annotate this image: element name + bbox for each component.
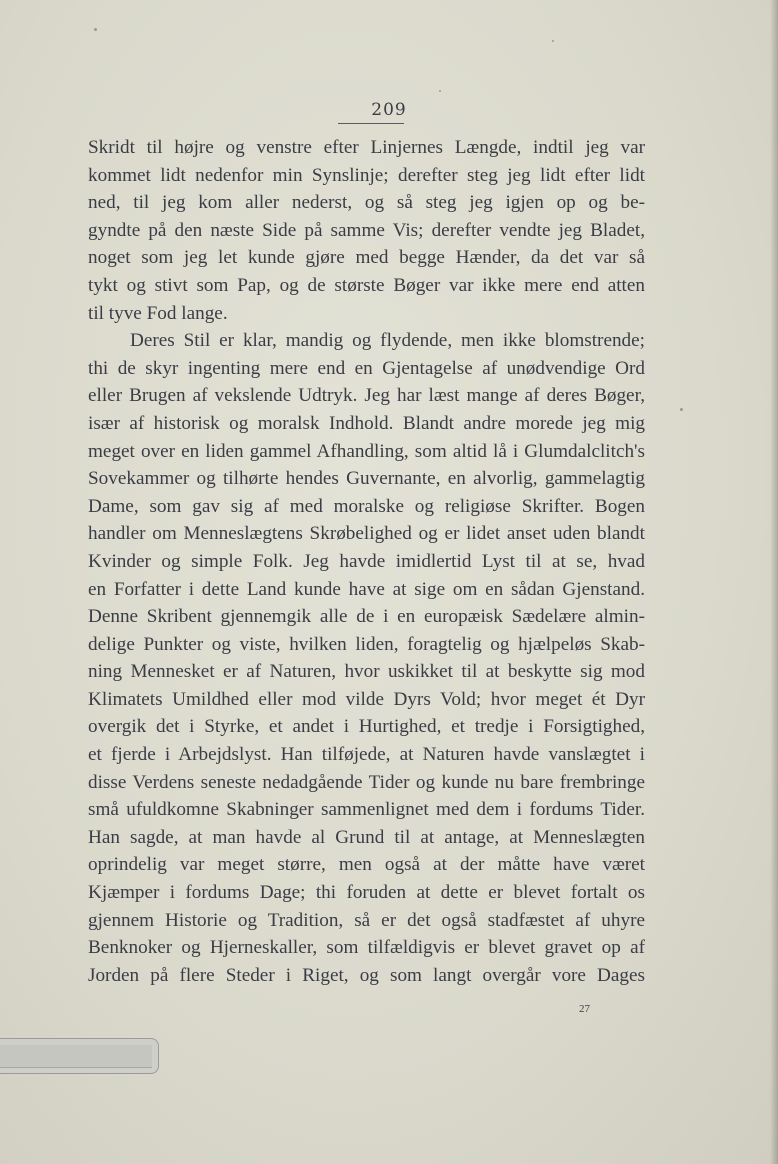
text-line: Kjæmper i fordums Dage; thi foruden at dette er blevet fortalt os	[88, 882, 645, 904]
text-line: Jorden på flere Steder i Riget, og som langt overgår vore Dages	[88, 964, 645, 986]
text-line: Sovekammer og tilhørte hendes Guvernante, en alvorlig, gammelagtig	[88, 468, 645, 490]
text-line: Klimatets Umildhed eller mod vilde Dyrs Vold; hvor meget ét Dyr	[88, 688, 645, 710]
page-tab-inner	[0, 1045, 152, 1068]
text-line: især af historisk og moralsk Indhold. Blandt andre morede jeg mig	[88, 412, 645, 434]
text-line: ning Mennesket er af Naturen, hvor uskikket til at beskytte sig mod	[88, 661, 645, 683]
text-line: gjennem Historie og Tradition, så er det også stadfæstet af uhyre	[88, 909, 645, 931]
text-line: Dame, som gav sig af med moralske og religiøse Skrifter. Bogen	[88, 495, 645, 517]
text-line: et fjerde i Arbejdslyst. Han tilføjede, at Naturen havde vanslægtet i	[88, 744, 645, 766]
text-line: handler om Menneslægtens Skrøbelighed og er lidet anset uden blandt	[88, 523, 645, 545]
text-line: ned, til jeg kom aller nederst, og så steg jeg igjen op og be-	[88, 192, 645, 214]
text-line: disse Verdens seneste nedadgående Tider og kunde nu bare frembringe	[88, 771, 645, 793]
page-edge-shadow	[770, 0, 778, 1164]
text-line: Skridt til højre og venstre efter Linjernes Længde, indtil jeg var	[88, 137, 645, 158]
text-line: Denne Skribent gjennemgik alle de i en europæisk Sædelære almin-	[88, 606, 645, 628]
body-text	[88, 134, 645, 989]
paper-speck	[94, 28, 97, 31]
text-line: tykt og stivt som Pap, og de største Bøger var ikke mere end atten	[88, 274, 645, 296]
signature-mark: 27	[579, 1003, 590, 1015]
paper-speck	[680, 408, 683, 411]
text-line: Kvinder og simple Folk. Jeg havde imidlertid Lyst til at se, hvad	[88, 550, 645, 572]
text-line: små ufuldkomne Skabninger sammenlignet med dem i fordums Tider.	[88, 799, 645, 821]
text-line: gyndte på den næste Side på samme Vis; derefter vendte jeg Bladet,	[88, 219, 645, 241]
text-line: til tyve Fod lange.	[88, 302, 228, 324]
text-line: Han sagde, at man havde al Grund til at antage, at Menneslægten	[88, 826, 645, 848]
paper-speck	[552, 40, 554, 42]
page-number-rule	[338, 123, 404, 124]
text-line: kommet lidt nedenfor min Synslinje; derefter steg jeg lidt efter lidt	[88, 164, 645, 186]
text-line: overgik det i Styrke, et andet i Hurtighed, et tredje i Forsigtighed,	[88, 716, 645, 738]
text-line: noget som jeg let kunde gjøre med begge Hænder, da det var så	[88, 247, 645, 269]
text-line: Benknoker og Hjerneskaller, som tilfældigvis er blevet gravet op af	[88, 937, 645, 959]
text-line: oprindelig var meget større, men også at der måtte have været	[88, 854, 645, 876]
text-line: meget over en liden gammel Afhandling, som altid lå i Glumdalclitch's	[88, 440, 645, 462]
paragraph-first-line: Deres Stil er klar, mandig og flydende, men ikke blomstrende;	[130, 330, 645, 352]
text-line: thi de skyr ingenting mere end en Gjentagelse af unødvendige Ord	[88, 357, 645, 379]
text-line: en Forfatter i dette Land kunde have at sige om en sådan Gjenstand.	[88, 578, 645, 600]
text-line: delige Punkter og viste, hvilken liden, foragtelig og hjælpeløs Skab-	[88, 633, 645, 655]
text-line: eller Brugen af vekslende Udtryk. Jeg har læst mange af deres Bøger,	[88, 385, 645, 407]
paper-speck	[439, 90, 441, 92]
page-number: 209	[371, 100, 407, 120]
